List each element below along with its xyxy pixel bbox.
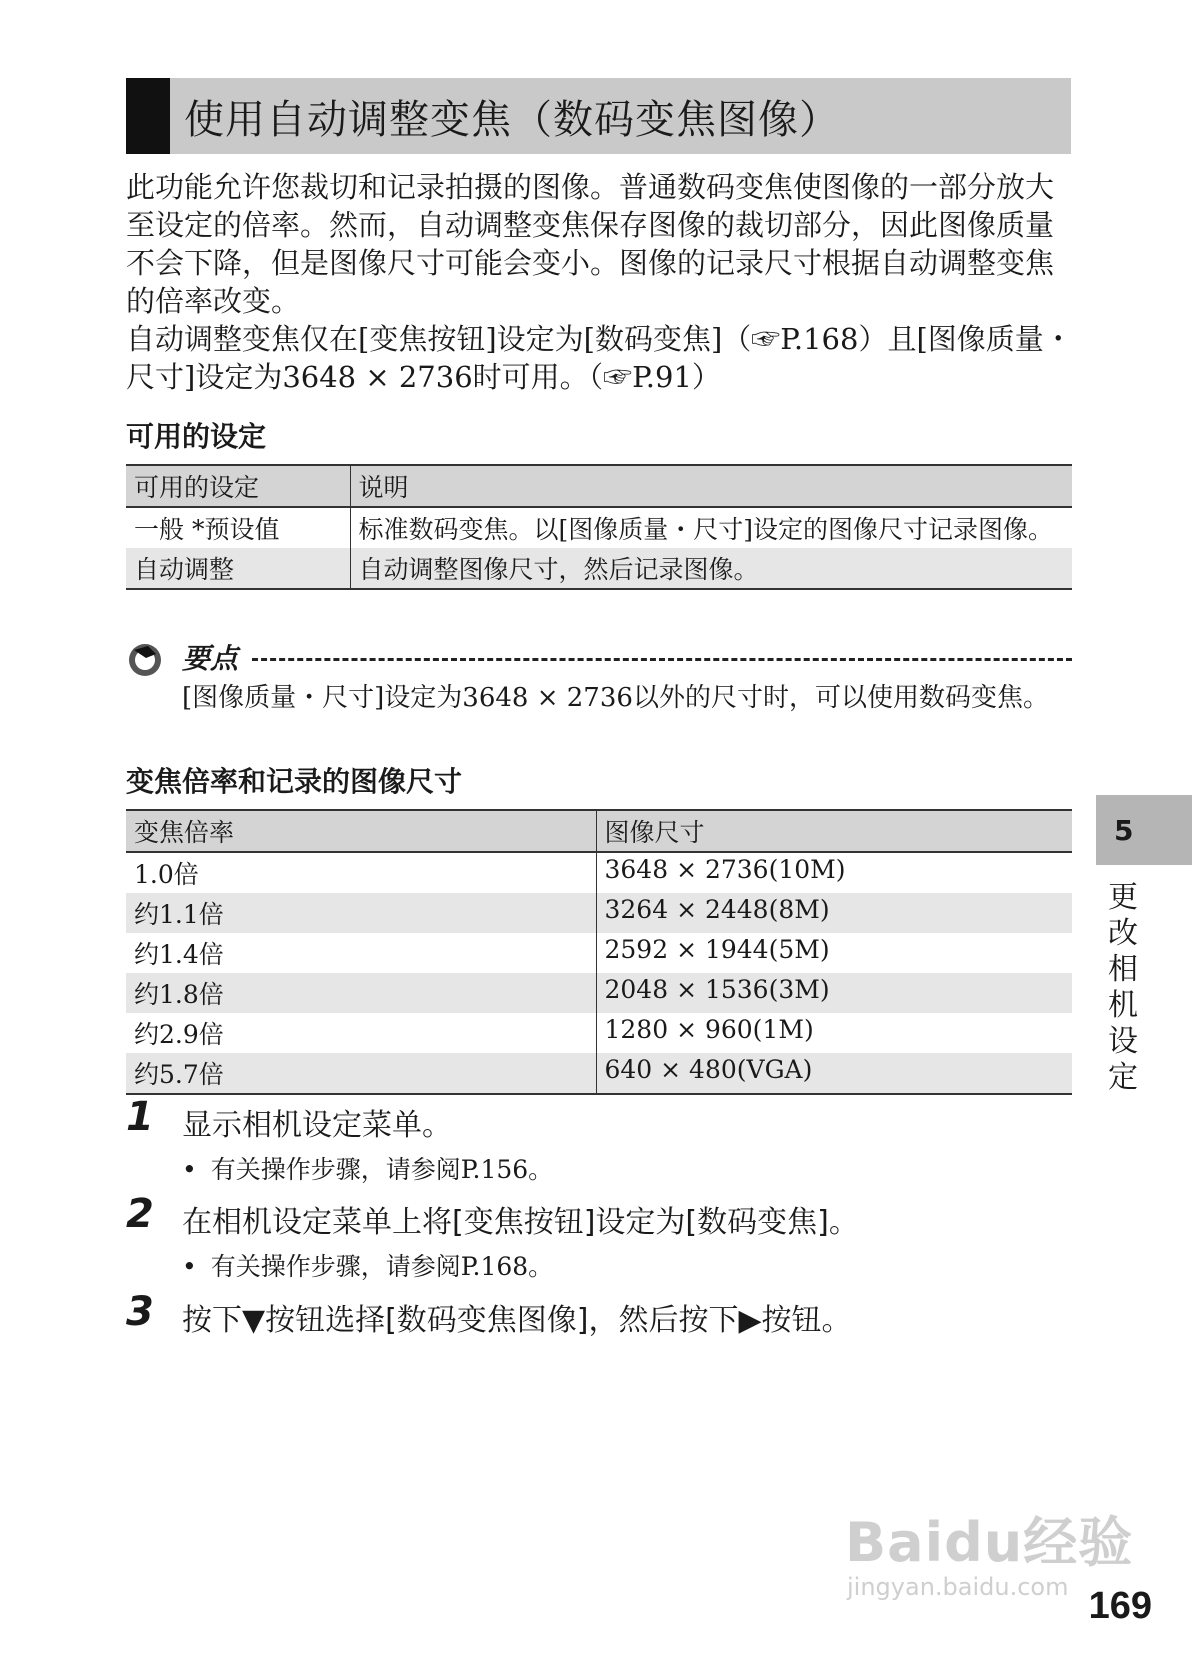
step-title: 在相机设定菜单上将[变焦按钮]设定为[数码变焦]。 <box>182 1205 859 1240</box>
zoom-heading: 变焦倍率和记录的图像尺寸 <box>126 765 463 798</box>
step-detail-text: 有关操作步骤，请参阅P.168。 <box>210 1252 554 1281</box>
step-number: 2 <box>126 1191 154 1237</box>
settings-heading: 可用的设定 <box>126 420 267 453</box>
note-heading: 要点 <box>182 642 239 675</box>
column-header: 可用的设定 <box>126 465 350 507</box>
table-cell: 3648 × 2736(10M) <box>596 852 1072 893</box>
table-cell: 约1.4倍 <box>134 940 224 969</box>
watermark-logo: Baidu经验 <box>845 1511 1134 1574</box>
step-detail <box>182 1247 553 1283</box>
table-row <box>126 973 1072 1013</box>
bullet-icon: • <box>182 1155 197 1184</box>
table-cell: 约1.1倍 <box>126 893 596 933</box>
page-title: 使用自动调整变焦（数码变焦图像） <box>184 96 840 143</box>
table-cell: 约2.9倍 <box>134 1020 224 1049</box>
table-cell: 自动调整 <box>126 548 350 589</box>
table-cell: 3264 × 2448(8M) <box>596 893 1072 933</box>
note-body: [图像质量・尺寸]设定为3648 × 2736以外的尺寸时，可以使用数码变焦。 <box>182 683 1049 713</box>
table-cell: 2592 × 1944(5M) <box>596 933 1072 973</box>
table-cell: 约1.8倍 <box>126 973 596 1013</box>
note-pointer-icon <box>126 640 164 678</box>
table-cell: 约5.7倍 <box>126 1053 596 1094</box>
title-marker-block <box>126 78 170 154</box>
table-row <box>126 1053 1072 1094</box>
table-row <box>126 548 1072 589</box>
page-number: 169 <box>1088 1585 1152 1627</box>
note-header <box>182 637 1072 677</box>
table-cell: 2048 × 1536(3M) <box>596 973 1072 1013</box>
column-header: 说明 <box>350 465 1072 507</box>
step-title: 按下▼按钮选择[数码变焦图像]，然后按下▶按钮。 <box>182 1303 852 1338</box>
step-detail-text: 有关操作步骤，请参阅P.156。 <box>210 1155 554 1184</box>
intro-paragraph-1: 此功能允许您裁切和记录拍摄的图像。普通数码变焦使图像的一部分放大至设定的倍率。然而，自动调整变焦保存图像的裁切部分，因此图像质量不会下降，但是图像尺寸可能会变小。图像的记录尺寸根据自动调整变焦的倍率改变。 <box>126 170 1055 318</box>
table-cell: 一般 *预设值 <box>134 515 280 544</box>
table-cell: 自动调整图像尺寸，然后记录图像。 <box>350 548 1072 589</box>
note-divider <box>252 658 1072 661</box>
intro-text <box>126 168 1076 396</box>
intro-paragraph-2: 自动调整变焦仅在[变焦按钮]设定为[数码变焦]（☞P.168）且[图像质量・尺寸]设定为3648 × 2736时可用。（☞P.91） <box>126 322 1073 394</box>
watermark-url: jingyan.baidu.com <box>847 1573 1069 1601</box>
settings-table <box>126 464 1072 590</box>
column-header: 图像尺寸 <box>596 810 1072 852</box>
section-title-bar <box>126 78 1071 154</box>
step-number: 3 <box>126 1289 154 1335</box>
table-row <box>126 893 1072 933</box>
step-detail <box>182 1150 553 1186</box>
table-row <box>126 852 1072 893</box>
bullet-icon: • <box>182 1252 197 1281</box>
column-header: 变焦倍率 <box>126 810 596 852</box>
step-number: 1 <box>126 1094 154 1140</box>
chapter-title-vertical: 更改相机设定 <box>1108 880 1138 1095</box>
table-row <box>126 933 1072 973</box>
table-cell: 标准数码变焦。以[图像质量・尺寸]设定的图像尺寸记录图像。 <box>350 507 1072 548</box>
table-header-row <box>126 810 1072 852</box>
table-row <box>126 1013 1072 1053</box>
table-row <box>126 507 1072 548</box>
table-cell: 640 × 480(VGA) <box>596 1053 1072 1094</box>
table-cell: 1280 × 960(1M) <box>596 1013 1072 1053</box>
step-title: 显示相机设定菜单。 <box>182 1108 452 1143</box>
table-header-row <box>126 465 1072 507</box>
zoom-table <box>126 809 1072 1095</box>
chapter-number-tab: 5 <box>1096 795 1192 865</box>
table-cell: 1.0倍 <box>134 860 199 889</box>
